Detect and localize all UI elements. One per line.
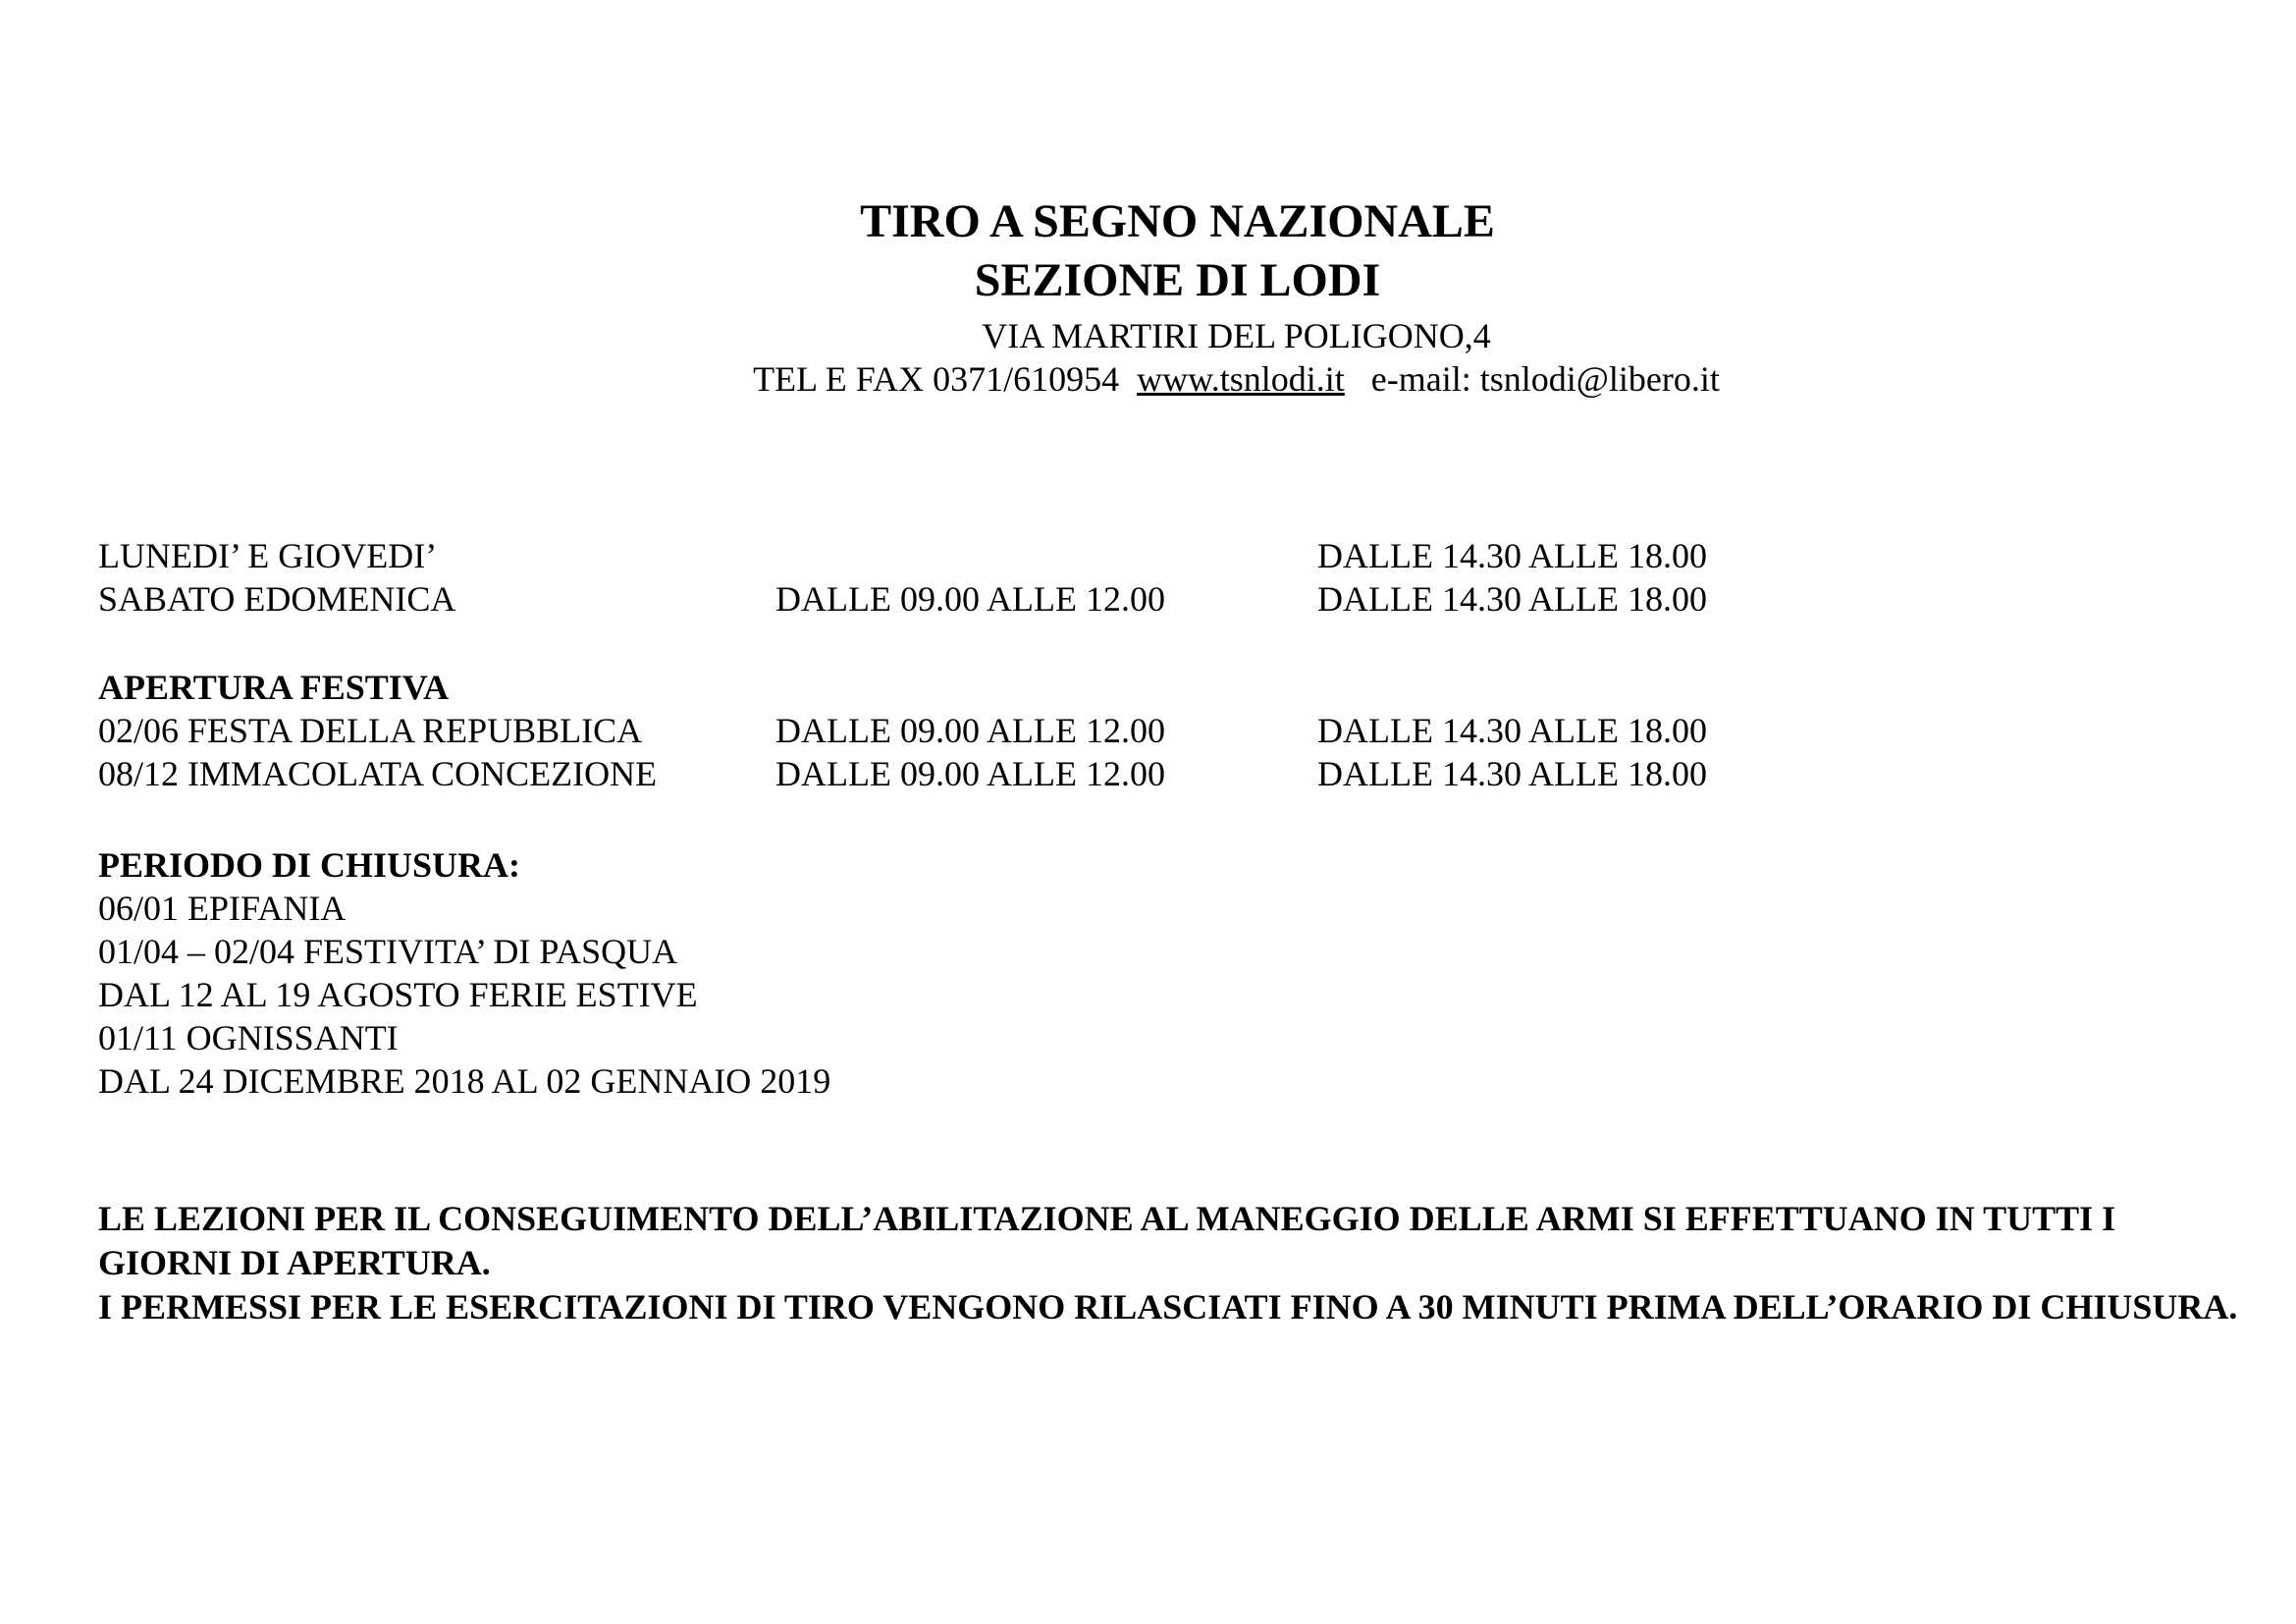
organization-title: TIRO A SEGNO NAZIONALE — [860, 195, 1495, 247]
email-text: e-mail: tsnlodi@libero.it — [1344, 359, 1720, 399]
schedule-afternoon: DALLE 14.30 ALLE 18.00 — [1317, 579, 1707, 619]
holiday-row — [0, 710, 2296, 751]
closure-item: 06/01 EPIFANIA — [98, 889, 347, 928]
schedule-row — [0, 535, 2296, 576]
schedule-row — [0, 578, 2296, 620]
address-line: VIA MARTIRI DEL POLIGONO,4 — [982, 316, 1491, 355]
holiday-afternoon: DALLE 14.30 ALLE 18.00 — [1317, 754, 1707, 793]
phone-fax-text: TEL E FAX 0371/610954 — [753, 359, 1138, 399]
holiday-day: 08/12 IMMACOLATA CONCEZIONE — [98, 754, 658, 793]
lessons-notice: LE LEZIONI PER IL CONSEGUIMENTO DELL’ABILITAZIONE AL MANEGGIO DELLE ARMI SI EFFETTUANO IN TUTTI I GIORNI DI APERTURA. — [98, 1199, 2116, 1282]
closure-item: 01/11 OGNISSANTI — [98, 1018, 399, 1057]
holiday-opening-heading: APERTURA FESTIVA — [98, 668, 450, 707]
closure-item: DAL 12 AL 19 AGOSTO FERIE ESTIVE — [98, 975, 698, 1014]
holiday-morning: DALLE 09.00 ALLE 12.00 — [775, 711, 1165, 750]
closure-item: DAL 24 DICEMBRE 2018 AL 02 GENNAIO 2019 — [98, 1061, 831, 1101]
holiday-day: 02/06 FESTA DELLA REPUBBLICA — [98, 711, 643, 750]
schedule-morning: DALLE 09.00 ALLE 12.00 — [775, 579, 1165, 619]
schedule-days: LUNEDI’ E GIOVEDI’ — [98, 536, 438, 575]
closure-heading: PERIODO DI CHIUSURA: — [98, 845, 521, 885]
holiday-row — [0, 753, 2296, 794]
closure-item: 01/04 – 02/04 FESTIVITA’ DI PASQUA — [98, 932, 678, 971]
section-subtitle: SEZIONE DI LODI — [974, 254, 1381, 306]
schedule-afternoon: DALLE 14.30 ALLE 18.00 — [1317, 536, 1707, 575]
permits-notice: I PERMESSI PER LE ESERCITAZIONI DI TIRO VENGONO RILASCIATI FINO A 30 MINUTI PRIMA DELL’ORARIO DI CHIUSURA. — [98, 1287, 2238, 1326]
contact-line — [0, 359, 2296, 399]
holiday-morning: DALLE 09.00 ALLE 12.00 — [775, 754, 1165, 793]
schedule-days: SABATO EDOMENICA — [98, 579, 456, 619]
website-link[interactable]: www.tsnlodi.it — [1137, 359, 1345, 399]
holiday-afternoon: DALLE 14.30 ALLE 18.00 — [1317, 711, 1707, 750]
